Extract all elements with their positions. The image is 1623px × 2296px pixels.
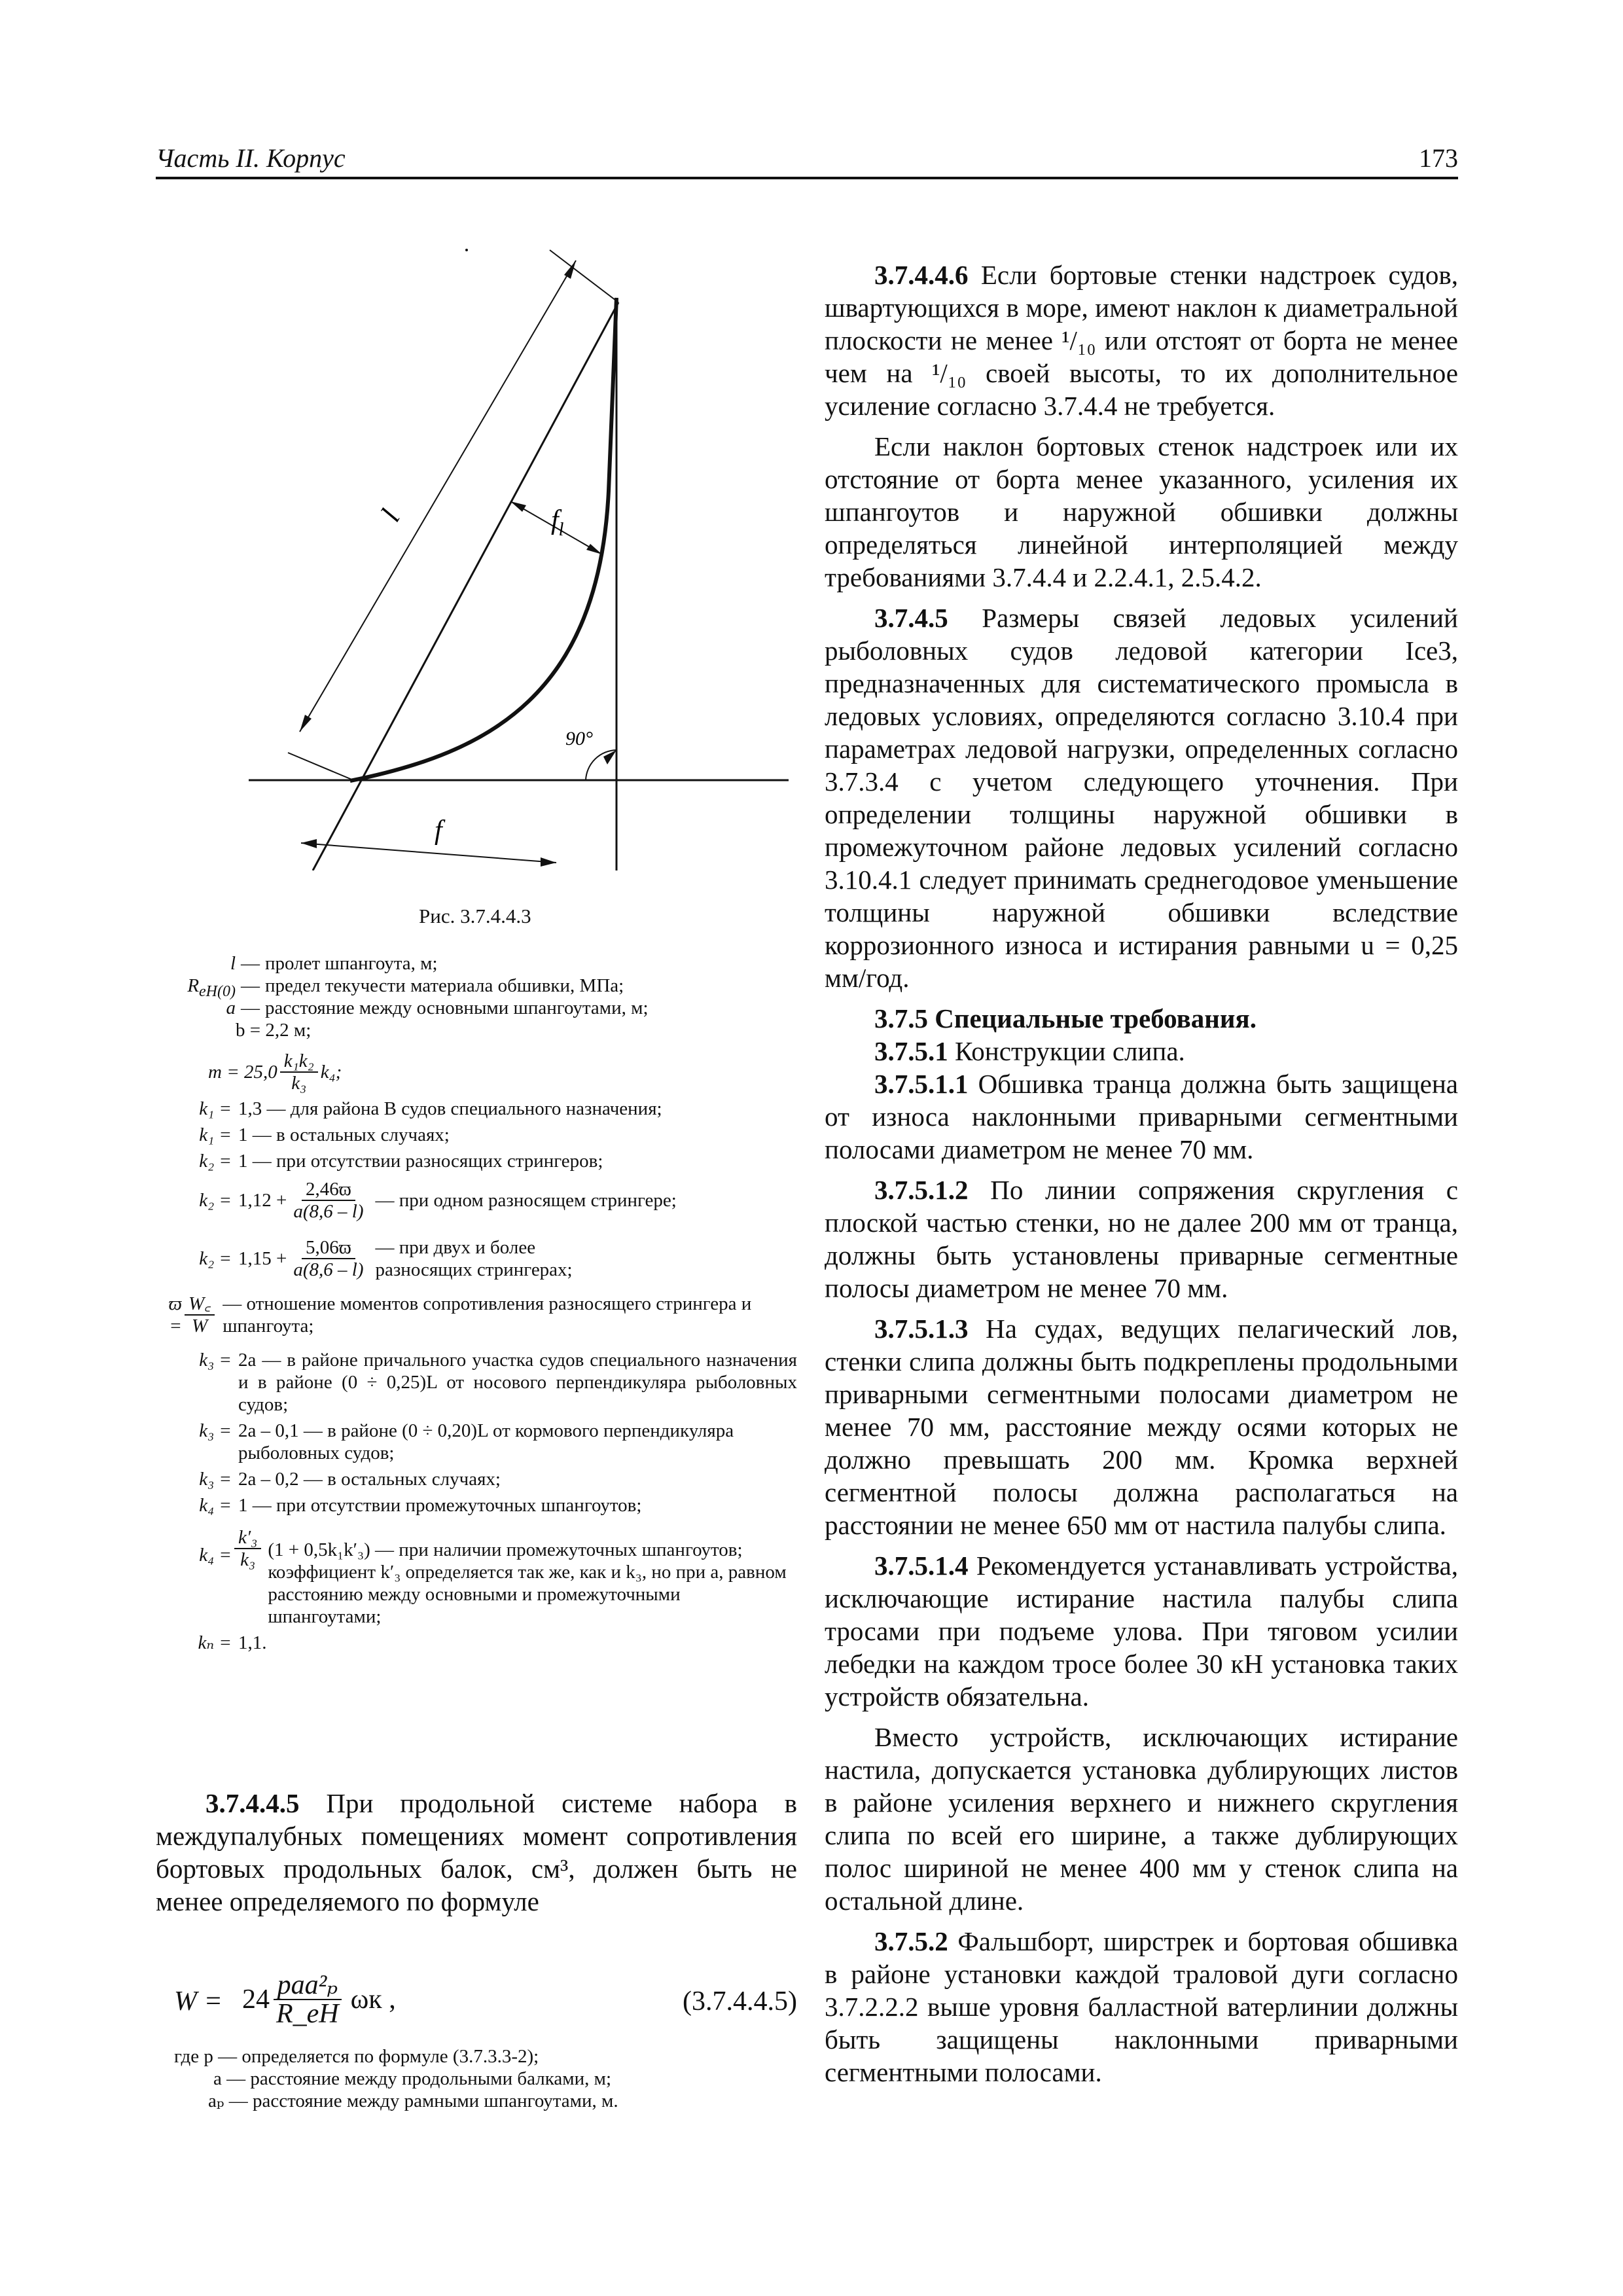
paragraph-3-7-4-5 bbox=[825, 601, 1458, 994]
equation-lhs: kₙ = bbox=[198, 1632, 232, 1653]
equation-text: (1 + 0,5k₁k′₃) — при наличии промежуточных шпангоутов; коэффициент k′₃ определяется так же, как и k₃, но при a, равном расстоянию между основными и промежуточными шпангоутами; bbox=[268, 1539, 787, 1627]
fraction-numerator: 5,06ϖ bbox=[302, 1237, 355, 1259]
where-row-a: a — расстояние между продольными балками, м; bbox=[213, 2068, 612, 2089]
l-arrow-bottom bbox=[300, 715, 312, 732]
legend-dash: — bbox=[241, 997, 260, 1018]
label-angle: 90° bbox=[565, 728, 593, 749]
label-l: l bbox=[374, 503, 406, 527]
equation-lhs: k₃ = bbox=[199, 1420, 232, 1441]
legend-row-k3a bbox=[156, 1349, 797, 1416]
f1-arrow-b bbox=[586, 544, 602, 554]
equation-lhs: k₄ = bbox=[199, 1495, 232, 1516]
paragraph-3-7-5-2 bbox=[825, 1925, 1458, 2089]
paragraph-interpolation bbox=[825, 430, 1458, 594]
fraction-numerator: k₁k₂ bbox=[280, 1050, 318, 1073]
label-f: f bbox=[435, 816, 442, 846]
equation-text: — отношение моментов сопротивления разносящего стрингера и шпангоута; bbox=[223, 1293, 752, 1336]
figure-legend bbox=[156, 952, 797, 1658]
f-arrow-right bbox=[541, 857, 556, 867]
equation-m-tail: k₄; bbox=[320, 1062, 342, 1083]
clause-text: Фальшборт, ширстрек и бортовая обшивка в районе установки каждой траловой дуги согласно 3.7.2.2.2 выше уровня балластной ватерлинии должны быть защищены наклонными приварными сегментными полосами. bbox=[825, 1926, 1458, 2087]
equation-m-fraction bbox=[280, 1050, 318, 1094]
formula-lhs: W = bbox=[174, 1986, 223, 2017]
legend-row-b bbox=[156, 1019, 797, 1041]
clause-number: 3.7.4.4.6 bbox=[874, 260, 969, 290]
equation-text: 2a – 0,2 — в остальных случаях; bbox=[238, 1469, 501, 1490]
equation-lhs: k₂ = bbox=[199, 1248, 232, 1269]
clause-number: 3.7.5.1.2 bbox=[874, 1175, 969, 1205]
legend-row-k2a bbox=[156, 1150, 797, 1172]
legend-symbol: a bbox=[226, 997, 236, 1018]
fraction-denominator: a(8,6 – l) bbox=[293, 1201, 364, 1222]
clause-text: Рекомендуется устанавливать устройства, исключающие истирание настила палубы слипа тросами при подъеме улова. При тяговом усилии лебедки на каждом тросе более 30 кН установка таких устройств обязательна. bbox=[825, 1551, 1458, 1712]
section-heading: 3.7.5 Специальные требования. bbox=[874, 1003, 1257, 1033]
fraction-denominator: a(8,6 – l) bbox=[293, 1259, 364, 1280]
l-arrow-top bbox=[564, 260, 576, 279]
equation-lhs: ϖ = bbox=[168, 1293, 182, 1336]
l-extension-bottom bbox=[288, 753, 353, 780]
page-number: 173 bbox=[1419, 143, 1458, 173]
fraction-numerator: paa²ₚ bbox=[274, 1971, 342, 2000]
label-f1: $f_l$ bbox=[551, 505, 564, 540]
stray-dot bbox=[465, 249, 468, 251]
clause-text: Если бортовые стенки надстроек судов, швартующихся в море, имеют наклон к диаметральной плоскости не менее ¹/₁₀ или отстоят от борта не менее чем на ¹/₁₀ своей высоты, то их дополнительное усиление согласно 3.7.4.4 не требуется. bbox=[825, 260, 1458, 421]
frame-diagram-svg bbox=[249, 242, 798, 870]
clause-text: Конструкции слипа. bbox=[948, 1036, 1185, 1066]
f1-arrow-a bbox=[510, 501, 526, 512]
fraction-denominator: R_eH bbox=[276, 1999, 339, 2029]
legend-row-omega bbox=[156, 1293, 797, 1337]
chord-line bbox=[313, 302, 618, 870]
clause-text: По линии сопряжения скругления с плоской частью стенки, но не далее 200 мм от транца, должны быть установлены приварные сегментные полосы диаметром не менее 70 мм. bbox=[825, 1175, 1458, 1303]
paragraph-3-7-5-1-2 bbox=[825, 1174, 1458, 1304]
equation-m bbox=[156, 1050, 797, 1094]
equation-prefix: 1,15 + bbox=[238, 1248, 287, 1269]
equation-prefix: 1,12 + bbox=[238, 1190, 287, 1211]
equation-lhs: k₃ = bbox=[199, 1350, 232, 1371]
clause-number: 3.7.4.5 bbox=[874, 603, 948, 633]
f-arrow-left bbox=[301, 839, 317, 848]
equation-lhs: k₃ = bbox=[199, 1469, 232, 1490]
clause-number: 3.7.5.1.4 bbox=[874, 1551, 969, 1581]
legend-b-equation: b = 2,2 м; bbox=[236, 1020, 312, 1041]
legend-row-k4a bbox=[156, 1494, 797, 1516]
equation-lhs: k₁ = bbox=[199, 1124, 232, 1145]
formula-rhs bbox=[242, 1971, 396, 2028]
equation-lhs: k₁ = bbox=[199, 1098, 232, 1119]
equation-text: — при одном разносящем стрингере; bbox=[375, 1190, 677, 1211]
paragraph-3-7-4-4-6 bbox=[825, 259, 1458, 422]
formula-tail: ωк , bbox=[350, 1984, 396, 2015]
formula-number: (3.7.4.4.5) bbox=[683, 1986, 797, 2017]
equation-k2c-fraction bbox=[289, 1237, 367, 1280]
heading-3-7-5 bbox=[825, 1002, 1458, 1035]
clause-text: Размеры связей ледовых усилений рыболовных судов ледовой категории Ice3, предназначенных для систематического промысла в ледовых условиях, определяются согласно 3.10.4 при параметрах ледовой нагрузки, определенных согласно 3.7.3.4 с учетом следующего уточнения. При определении толщины наружной обшивки в промежуточном районе ледовых усилений согласно 3.10.4.1 следует принимать среднегодовое уменьшение толщины наружной обшивки вследствие коррозионного износа и истирания равными u = 0,25 мм/год. bbox=[825, 603, 1458, 993]
legend-text: пролет шпангоута, м; bbox=[265, 953, 438, 974]
legend-row-k4b bbox=[156, 1527, 797, 1628]
legend-text: расстояние между основными шпангоутами, м; bbox=[265, 997, 649, 1018]
legend-row-l bbox=[156, 952, 797, 975]
equation-omega-fraction bbox=[185, 1293, 215, 1336]
equation-k4b-fraction bbox=[234, 1527, 261, 1570]
fraction-numerator: 2,46ϖ bbox=[302, 1179, 355, 1201]
legend-dash: — bbox=[241, 953, 260, 974]
equation-text: 1 — при отсутствии разносящих стрингеров; bbox=[238, 1151, 603, 1172]
legend-row-k2c bbox=[156, 1236, 797, 1281]
equation-text: 2a – 0,1 — в районе (0 ÷ 0,20)L от кормового перпендикуляра рыболовных судов; bbox=[238, 1420, 734, 1463]
equation-m-lhs: m = 25,0 bbox=[208, 1062, 277, 1083]
running-header bbox=[156, 143, 1458, 179]
legend-row-k3b bbox=[156, 1420, 797, 1464]
legend-row-k1a bbox=[156, 1098, 797, 1120]
heading-3-7-5-1 bbox=[825, 1035, 1458, 1067]
paragraph-3-7-5-1-1 bbox=[825, 1067, 1458, 1166]
clause-number: 3.7.5.1.3 bbox=[874, 1314, 969, 1344]
header-part-title: Часть II. Корпус bbox=[156, 143, 346, 173]
equation-text: 1,3 — для района В судов специального назначения; bbox=[238, 1098, 662, 1119]
equation-lhs: k₂ = bbox=[199, 1190, 232, 1211]
paragraph-3-7-5-1-3 bbox=[825, 1312, 1458, 1541]
l-extension-top bbox=[550, 250, 618, 302]
clause-number: 3.7.5.1 bbox=[874, 1036, 948, 1066]
legend-text: предел текучести материала обшивки, МПа; bbox=[265, 975, 624, 996]
legend-row-k3c bbox=[156, 1468, 797, 1490]
clause-number: 3.7.5.1.1 bbox=[874, 1069, 969, 1099]
clause-text: На судах, ведущих пелагический лов, стенки слипа должны быть подкреплены продольными приварными сегментными полосами диаметром не менее 70 мм, расстояние между осями которых не должно превышать 200 мм. Кромка верхней сегментной полосы должна располагаться на расстоянии не менее 650 мм от настила палубы слипа. bbox=[825, 1314, 1458, 1540]
fraction-numerator: k′₃ bbox=[234, 1527, 261, 1549]
legend-row-reh bbox=[156, 975, 797, 1000]
paragraph bbox=[156, 1787, 797, 1918]
legend-symbol: l bbox=[230, 953, 236, 974]
equation-text: 1 — при отсутствии промежуточных шпангоутов; bbox=[238, 1495, 642, 1516]
equation-text: 2a — в районе причального участка судов специального назначения и в районе (0 ÷ 0,25)L от носового перпендикуляра рыболовных судов; bbox=[238, 1350, 797, 1415]
figure-frame-diagram bbox=[249, 242, 798, 870]
legend-symbol: $R_{eH(0)}$ bbox=[187, 975, 236, 1000]
clause-number: 3.7.4.4.5 bbox=[205, 1788, 300, 1818]
formula-where-list bbox=[156, 2045, 797, 2112]
fraction-denominator: k₃ bbox=[240, 1549, 256, 1570]
clause-text: Вместо устройств, исключающих истирание настила, допускается установка дублирующих листов в районе усиления верхнего и нижнего скругления слипа по всей его ширине, а также дублирующих полос шириной не менее 400 мм у стенок слипа на остальной длине. bbox=[825, 1722, 1458, 1916]
where-row-p: где p — определяется по формуле (3.7.3.3-2); bbox=[174, 2046, 539, 2067]
where-row-ap: aₚ — расстояние между рамными шпангоутами, м. bbox=[208, 2090, 618, 2111]
equation-text: — при двух и более разносящих стрингерах; bbox=[375, 1237, 573, 1280]
equation-lhs: k₄ = bbox=[199, 1545, 232, 1566]
f-dimension-line bbox=[301, 843, 556, 863]
section-3-7-4-4-5 bbox=[156, 1787, 797, 1926]
legend-row-k2b bbox=[156, 1179, 797, 1222]
equation-text: 1,1. bbox=[238, 1632, 267, 1653]
clause-text: Обшивка транца должна быть защищена от износа наклонными приварными сегментными полосами диаметром не менее 70 мм. bbox=[825, 1069, 1458, 1164]
right-column bbox=[825, 259, 1458, 2096]
legend-dash: — bbox=[241, 975, 260, 996]
equation-text: 1 — в остальных случаях; bbox=[238, 1124, 450, 1145]
figure-caption: Рис. 3.7.4.4.3 bbox=[419, 905, 531, 927]
legend-row-kn bbox=[156, 1632, 797, 1654]
equation-lhs: k₂ = bbox=[199, 1151, 232, 1172]
equation-k2b-fraction bbox=[289, 1179, 367, 1222]
paragraph-3-7-5-1-4 bbox=[825, 1549, 1458, 1713]
fraction-denominator: W bbox=[192, 1316, 208, 1336]
fraction-numerator: W꜀ bbox=[185, 1293, 215, 1316]
paragraph-alternative bbox=[825, 1721, 1458, 1917]
clause-text: При продольной системе набора в междупалубных помещениях момент сопротивления бортовых продольных балок, см³, должен быть не менее определяемого по формуле bbox=[156, 1788, 797, 1916]
formula-3-7-4-4-5 bbox=[156, 1971, 797, 2030]
formula-coefficient: 24 bbox=[242, 1984, 270, 2015]
clause-number: 3.7.5.2 bbox=[874, 1926, 948, 1956]
legend-row-a bbox=[156, 997, 797, 1019]
clause-text: Если наклон бортовых стенок надстроек или их отстояние от борта менее указанного, усиления их шпангоутов и наружной обшивки должны определяться линейной интерполяцией между требованиями 3.7.4.4 и 2.2.4.1, 2.5.4.2. bbox=[825, 431, 1458, 592]
l-dimension-line bbox=[300, 260, 576, 732]
legend-row-k1b bbox=[156, 1124, 797, 1146]
fraction-denominator: k₃ bbox=[291, 1073, 307, 1094]
formula-fraction bbox=[272, 1971, 343, 2028]
